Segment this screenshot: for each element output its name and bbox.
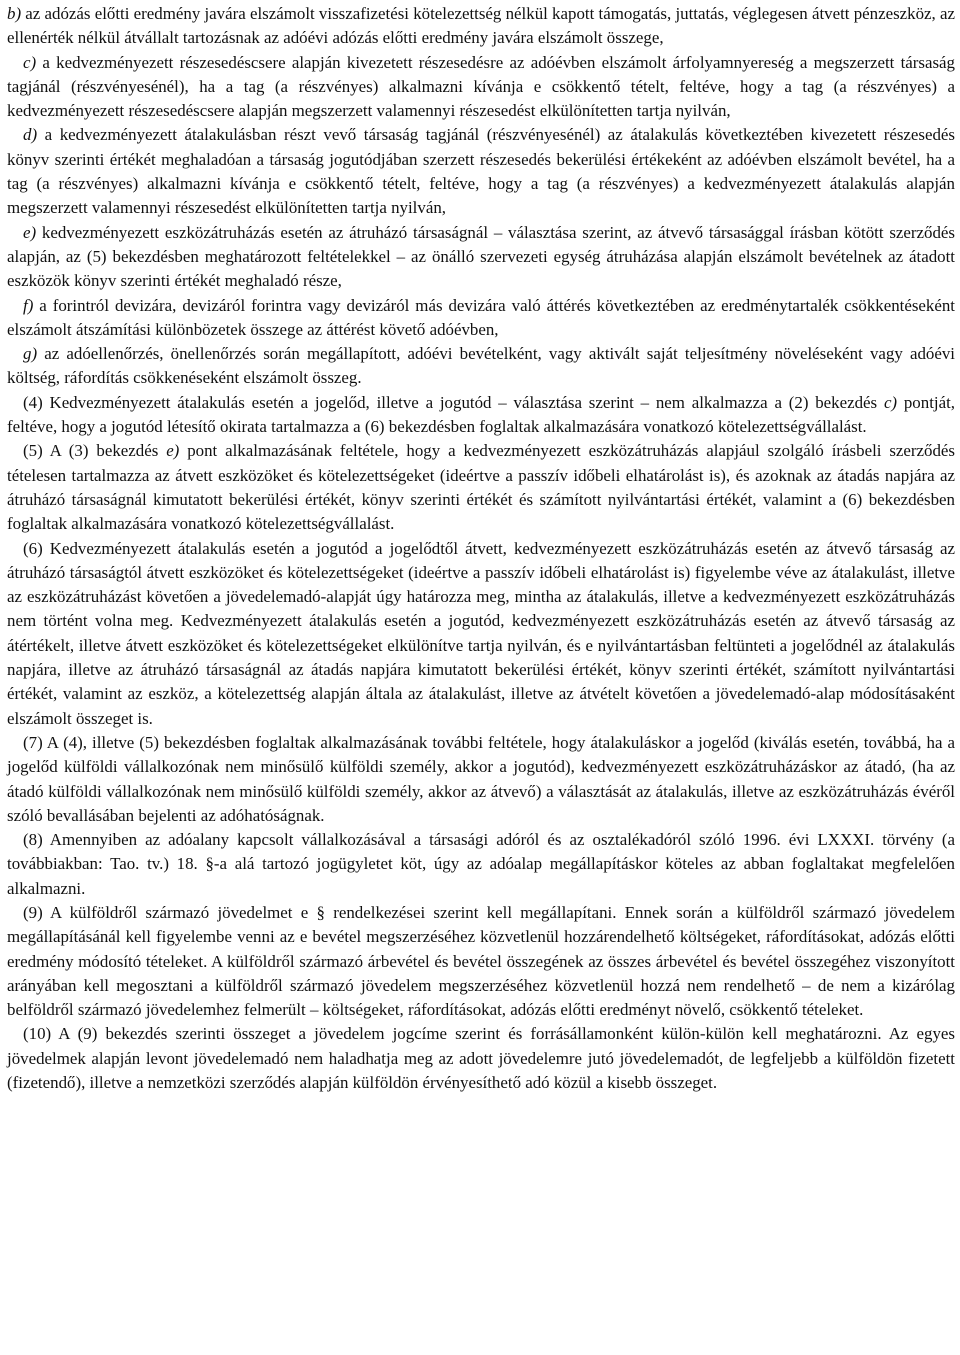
paragraph-10	[7, 1022, 955, 1095]
item-label: d)	[23, 125, 38, 145]
paragraph-9	[7, 901, 955, 1022]
paragraph-e	[7, 221, 955, 294]
paragraph-f	[7, 294, 955, 343]
paragraph-text: (4) Kedvezményezett átalakulás esetén a jogelőd, illetve a jogutód – választása szerint – nem alkalmazza a (2) bekezdés	[23, 392, 884, 412]
paragraph-text: (5) A (3) bekezdés	[23, 441, 167, 461]
paragraph-text: (6) Kedvezményezett átalakulás esetén a jogutód a jogelődtől átvett, kedvezményezett eszközátruházás esetén az átvevő társaság az átruházó társaságtól átvett eszközöket és kötelezettségeket (ideértve a passzív időbeli elhatárolást is) figyelembe véve az átalakulást, illetve az eszközátruházást követően a jövedelemadó-alapját úgy határozza meg, mintha az átalakulás, illetve a kedvezményezett eszközátruházás nem történt volna meg. Kedvezményezett átalakulás esetén a jogutód, kedvezményezett eszközátruházás esetén az átvevő társaság az átértékelt, illetve átvett eszközöket és kötelezettségeket elkülönítve tartja nyilván, és e nyilvántartásban feltünteti a jogelődnél az átalakulás napjára, illetve az átruházó társaságnál az átadás napjára kimutatott bekerülési értékét, könyv szerinti értékét, számított nyilvántartási értékét, valamint az eszköz, a kötelezettség alapján általa az átalakulást, illetve az átvételt követően a jövedelemadó-alap módosításaként elszámolt összeget is.	[7, 538, 955, 728]
item-label: f)	[23, 295, 34, 315]
paragraph-8	[7, 828, 955, 901]
item-reference: c)	[883, 392, 898, 412]
paragraph-text: a kedvezményezett részesedéscsere alapján kivezetett részesedésre az adóévben elszámolt árfolyamnyereség a megszerzett társaság tagjánál (részvényesénél), ha a tag (a részvényes) alkalmazni kívánja e csökkentő tételt, feltéve, hogy a tag (a részvényes) a kedvezményezett részesedéscsere alapján megszerzett valamennyi részesedést elkülönítetten tartja nyilván,	[7, 52, 955, 121]
paragraph-text: pont alkalmazásának feltétele, hogy a kedvezményezett eszközátruházás alapjául szolgáló írásbeli szerződés tételesen tartalmazza az átvett eszközöket és kötelezettségeket (ideértve a passzív időbeli elhatárolást is), és azoknak az átadás napjára az átruházó társaságnál kimutatott bekerülési értékét, könyv szerinti értékét és számított nyilvántartási értékét, valamint a (6) bekezdésben foglaltak alkalmazására vonatkozó kötelezettségvállalást.	[7, 441, 955, 534]
paragraph-text: a forintról devizára, devizáról forintra vagy devizáról más devizára való áttérés következtében az eredménytartalék csökkentéseként elszámolt átszámítási különbözetek összege az áttérést követő adóévben,	[7, 295, 955, 339]
paragraph-7	[7, 731, 955, 828]
paragraph-5	[7, 439, 955, 536]
paragraph-text: (7) A (4), illetve (5) bekezdésben foglaltak alkalmazásának további feltétele, hogy átalakuláskor a jogelőd (kiválás esetén, továbbá, ha a jogelőd külföldi vállalkozónak nem minősülő külföldi személy, akkor a jogutód), kedvezményezett eszközátruházáskor az átadó, (ha az átadó külföldi vállalkozónak nem minősülő külföldi személy, akkor az átvevő) a választását az átalakulás, illetve az eszközátruházás évéről szóló bevallásában bejelenti az adóhatóságnak.	[7, 732, 955, 825]
item-label: e)	[23, 222, 37, 242]
item-label: b)	[7, 4, 22, 23]
paragraph-d	[7, 123, 955, 220]
paragraph-text: (9) A külföldről származó jövedelmet e § rendelkezései szerint kell megállapítani. Ennek során a külföldről származó jövedelem megállapításánál kell figyelembe venni az e bevétel megszerzéséhez közvetlenül hozzárendelhető költségeket, ráfordításokat, adózás előtti eredmény módosító tételeket. A külföldről származó árbevétel és bevétel összegének az összes árbevétel és bevétel összegéhez viszonyított arányában kell megosztani a külföldről származó jövedelem megszerzéséhez közvetlenül hozzá nem rendelhető – de nem a kizárólag belföldről származó jövedelemhez felmerült – költségeket, ráfordításokat, adózás előtti eredményt növelő, csökkentő tételeket.	[7, 902, 955, 1020]
paragraph-c	[7, 51, 955, 124]
paragraph-text: pontját, feltéve, hogy a jogutód létesítő okirata tartalmazza a (6) bekezdésben foglaltak alkalmazására vonatkozó kötelezettségvállalást.	[7, 392, 955, 437]
item-label: c)	[23, 52, 37, 72]
paragraph-b	[7, 2, 955, 51]
paragraph-6	[7, 537, 955, 731]
paragraph-text: (10) A (9) bekezdés szerinti összeget a jövedelem jogcíme szerint és forrásállamonként külön-külön kell meghatározni. Az egyes jövedelmek alapján levont jövedelemadó nem haladhatja meg az adott jövedelemre jutó jövedelemadót, de legfeljebb a külföldön fizetett (fizetendő), illetve a nemzetközi szerződés alapján külföldön érvényesíthető adó közül a kisebb összeget.	[7, 1024, 955, 1093]
paragraph-text: az adóellenőrzés, önellenőrzés során megállapított, adóévi bevételként, vagy aktivált saját teljesítmény növeléseként vagy adóévi költség, ráfordítás csökkenéseként elszámolt összeg.	[7, 344, 955, 388]
item-label: g)	[23, 344, 38, 364]
item-reference: e)	[166, 441, 180, 461]
paragraph-text: az adózás előtti eredmény javára elszámolt visszafizetési kötelezettség nélkül kapott támogatás, juttatás, véglegesen átvett pénzeszköz, az ellenérték nélkül átvállalt tartozásnak az adóévi adózás előtti eredmény javára elszámolt összege,	[7, 4, 955, 48]
document-page	[7, 0, 955, 1095]
paragraph-text: kedvezményezett eszközátruházás esetén az átruházó társaságnál – választása szerint, az átvevő társasággal írásban kötött szerződés alapján, az (5) bekezdésben meghatározott feltételekkel – az önálló szervezeti egység átruházása alapján elszámolt bevételnek az átadott eszközök könyv szerinti értékét meghaladó része,	[7, 222, 955, 291]
paragraph-g	[7, 342, 955, 391]
paragraph-text: a kedvezményezett átalakulásban részt vevő társaság tagjánál (részvényesénél) az átalakulás következtében kivezetett részesedés könyv szerinti értékét meghaladóan a társaság jogutódjában szerzett részesedés bekerülési értékeként az adóévben elszámolt bevétel, ha a tag (a részvényes) alkalmazni kívánja e csökkentő tételt, feltéve, hogy a tag (a részvényes) a kedvezményezett átalakulás alapján megszerzett valamennyi részesedést elkülönítetten tartja nyilván,	[7, 125, 955, 218]
paragraph-text: (8) Amennyiben az adóalany kapcsolt vállalkozásával a társasági adóról és az osztalékadóról szóló 1996. évi LXXXI. törvény (a továbbiakban: Tao. tv.) 18. §-a alá tartozó jogügyletet köt, úgy az adóalap megállapításkor köteles az abban foglaltakat megfelelően alkalmazni.	[7, 830, 955, 898]
paragraph-4	[7, 391, 955, 440]
